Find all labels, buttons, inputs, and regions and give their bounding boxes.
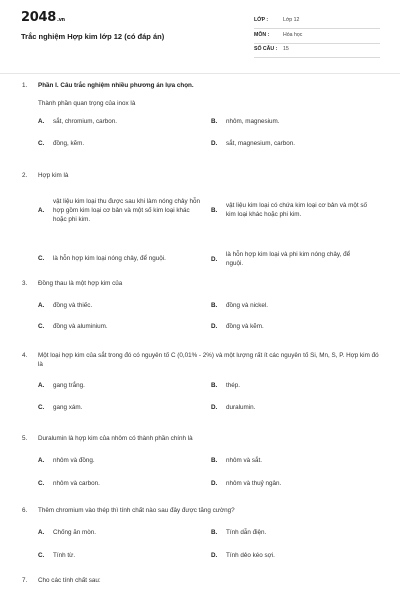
header-divider [0, 73, 400, 74]
option-b[interactable]: B. vật liệu kim loại có chứa kim loại cơ bản và một số kim loại khác hoặc phi kim. [211, 202, 367, 218]
section-heading: Phần I. Câu trắc nghiệm nhiều phương án lựa chọn. [38, 82, 194, 89]
option-d[interactable]: D. là hỗn hợp kim loại và phi kim nóng chảy, để nguội. [211, 251, 351, 267]
option-d[interactable]: D. nhôm và thuỷ ngân. [211, 480, 282, 487]
question-text: Thêm chromium vào thép thì tính chất nào sau đây được tăng cường? [38, 507, 235, 514]
option-c[interactable]: C. gang xám. [38, 404, 83, 411]
question-number: 4. [22, 352, 28, 359]
question-text: Duralumin là hợp kim của nhôm có thành phần chính là [38, 435, 193, 442]
option-b[interactable]: B. đồng và nickel. [211, 302, 269, 309]
question-number: 2. [22, 172, 28, 179]
meta-class-value: Lớp 12 [283, 17, 300, 23]
question-number: 1. [22, 82, 28, 89]
question-6 [22, 506, 382, 559]
question-number: 3. [22, 280, 28, 287]
option-b[interactable]: B. nhôm và sắt. [211, 457, 263, 464]
option-c[interactable]: C. đồng, kẽm. [38, 140, 85, 147]
question-1 [22, 81, 382, 147]
question-4 [22, 351, 382, 411]
option-a[interactable]: A. Chống ăn mòn. [38, 529, 97, 536]
option-d[interactable]: D. Tính dẻo kéo sợi. [211, 552, 275, 559]
question-stem: Thành phần quan trọng của inox là [38, 100, 136, 107]
question-2 [22, 171, 382, 267]
meta-class [254, 15, 380, 29]
option-a[interactable]: A. gang trắng. [38, 382, 85, 389]
question-3 [22, 279, 382, 330]
question-number: 6. [22, 507, 28, 514]
page-header [0, 0, 400, 70]
option-a[interactable]: A. đồng và thiếc. [38, 302, 93, 309]
option-b[interactable]: B. Tính dẫn điện. [211, 529, 267, 536]
page-title: Trắc nghiệm Hợp kim lớp 12 (có đáp án) [21, 32, 165, 41]
option-a[interactable]: A. vật liệu kim loại thu được sau khi làm nóng chảy hỗn hợp gồm kim loại cơ bản và một số kim loại khác hoặc phi kim. [38, 198, 200, 223]
option-c[interactable]: C. nhôm và carbon. [38, 480, 100, 487]
option-d[interactable]: D. duralumin. [211, 404, 256, 411]
question-number: 7. [22, 577, 28, 584]
meta-subject-value: Hóa học [283, 32, 303, 38]
question-7 [22, 576, 382, 585]
option-c[interactable]: C. đồng và aluminium. [38, 323, 108, 330]
question-text: Một loại hợp kim của sắt trong đó có nguyên tố C (0,01% - 2%) và một lượng rất ít các nguyên tố Si, Mn, S, P. Hợp kim đó là [38, 352, 379, 368]
question-text: Hợp kim là [38, 172, 69, 179]
option-c[interactable]: C. là hỗn hợp kim loại nóng chảy, để nguội. [38, 255, 166, 262]
question-text: Đồng thau là một hợp kim của [38, 280, 123, 287]
option-d[interactable]: D. sắt, magnesium, carbon. [211, 140, 295, 147]
option-c[interactable]: C. Tính từ. [38, 552, 76, 559]
meta-subject-label: MÔN : [254, 32, 270, 38]
meta-count-label: SỐ CÂU : [254, 46, 278, 52]
question-text: Cho các tính chất sau: [38, 577, 101, 584]
question-5 [22, 434, 382, 487]
meta-count-value: 15 [283, 46, 289, 52]
meta-question-count [254, 44, 380, 58]
option-a[interactable]: A. sắt, chromium, carbon. [38, 118, 118, 125]
option-b[interactable]: B. thép. [211, 382, 241, 389]
meta-subject [254, 30, 380, 44]
option-d[interactable]: D. đồng và kẽm. [211, 323, 264, 330]
meta-class-label: LỚP : [254, 17, 269, 23]
question-number: 5. [22, 435, 28, 442]
option-a[interactable]: A. nhôm và đồng. [38, 457, 95, 464]
site-logo[interactable]: 2048.vn [21, 10, 65, 25]
option-b[interactable]: B. nhôm, magnesium. [211, 118, 280, 125]
